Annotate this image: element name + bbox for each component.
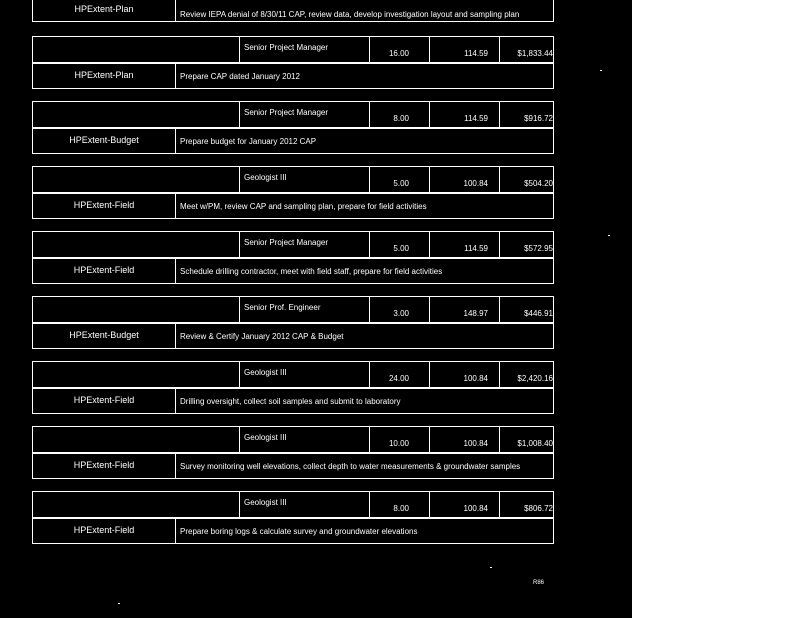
row-top (32, 426, 554, 453)
blank-cell (33, 362, 239, 387)
amount-cell: $1,833.44 (499, 37, 555, 62)
row-top (32, 101, 554, 128)
category-cell: HPExtent-Field (73, 460, 135, 470)
row-bottom (32, 63, 554, 89)
row-bottom (32, 0, 554, 22)
hours-cell: 8.00 (369, 102, 429, 127)
row-top (32, 296, 554, 323)
job-title-cell: Geologist III (239, 167, 369, 192)
category-cell: HPExtent-Plan (74, 4, 134, 14)
row-bottom (32, 193, 554, 219)
row-bottom (32, 518, 554, 544)
blank-cell (33, 102, 239, 127)
amount-cell: $504.20 (499, 167, 555, 192)
scan-speck (608, 235, 610, 236)
rate-cell: 114.59 (429, 37, 499, 62)
job-title-cell: Geologist III (239, 362, 369, 387)
job-title-cell: Senior Prof. Engineer (239, 297, 369, 322)
amount-cell: $916.72 (499, 102, 555, 127)
row-top (32, 166, 554, 193)
description-cell: Meet w/PM, review CAP and sampling plan, prepare for field activities (175, 194, 555, 218)
blank-cell (33, 297, 239, 322)
job-title-cell: Senior Project Manager (239, 232, 369, 257)
amount-cell: $446.91 (499, 297, 555, 322)
row-bottom (32, 128, 554, 154)
table-row-first (32, 0, 556, 22)
page-marker: R86 (533, 580, 545, 586)
category-cell: HPExtent-Budget (69, 135, 139, 145)
row-top (32, 36, 554, 63)
scan-speck (118, 603, 120, 604)
description-cell: Survey monitoring well elevations, collect depth to water measurements & groundwater samples (175, 454, 555, 478)
row-top (32, 491, 554, 518)
amount-cell: $1,008.40 (499, 427, 555, 452)
scan-speck (490, 567, 492, 568)
hours-cell: 5.00 (369, 167, 429, 192)
rate-cell: 114.59 (429, 232, 499, 257)
row-bottom (32, 258, 554, 284)
blank-cell (33, 167, 239, 192)
rate-cell: 100.84 (429, 427, 499, 452)
amount-cell: $806.72 (499, 492, 555, 517)
job-title-cell: Geologist III (239, 427, 369, 452)
description-cell: Prepare budget for January 2012 CAP (175, 129, 555, 153)
rate-cell: 100.84 (429, 362, 499, 387)
category-cell: HPExtent-Budget (69, 330, 139, 340)
row-bottom (32, 453, 554, 479)
blank-cell (33, 37, 239, 62)
description-cell: Prepare CAP dated January 2012 (175, 64, 555, 88)
job-title-cell: Senior Project Manager (239, 37, 369, 62)
job-title-cell: Geologist III (239, 492, 369, 517)
job-title-cell: Senior Project Manager (239, 102, 369, 127)
category-cell: HPExtent-Plan (74, 70, 134, 80)
rate-cell: 148.97 (429, 297, 499, 322)
hours-cell: 5.00 (369, 232, 429, 257)
description-cell: Review & Certify January 2012 CAP & Budget (175, 324, 555, 348)
rate-cell: 114.59 (429, 102, 499, 127)
hours-cell: 3.00 (369, 297, 429, 322)
description-cell: Drilling oversight, collect soil samples and submit to laboratory (175, 389, 555, 413)
amount-cell: $572.95 (499, 232, 555, 257)
row-top (32, 231, 554, 258)
hours-cell: 24.00 (369, 362, 429, 387)
category-cell: HPExtent-Field (73, 265, 135, 275)
rate-cell: 100.84 (429, 492, 499, 517)
description-cell: Schedule drilling contractor, meet with field staff, prepare for field activities (175, 259, 555, 283)
row-bottom (32, 323, 554, 349)
hours-cell: 10.00 (369, 427, 429, 452)
scan-speck (600, 70, 602, 71)
blank-cell (33, 232, 239, 257)
blank-cell (33, 427, 239, 452)
category-cell: HPExtent-Field (73, 525, 135, 535)
hours-cell: 16.00 (369, 37, 429, 62)
row-top (32, 361, 554, 388)
page-margin (632, 0, 800, 618)
category-cell: HPExtent-Field (73, 395, 135, 405)
amount-cell: $2,420.16 (499, 362, 555, 387)
row-bottom (32, 388, 554, 414)
category-cell: HPExtent-Field (73, 200, 135, 210)
blank-cell (33, 492, 239, 517)
rate-cell: 100.84 (429, 167, 499, 192)
hours-cell: 8.00 (369, 492, 429, 517)
description-cell: Prepare boring logs & calculate survey and groundwater elevations (175, 519, 555, 543)
description-cell: Review IEPA denial of 8/30/11 CAP, review data, develop investigation layout and sampling plan (175, 0, 555, 21)
